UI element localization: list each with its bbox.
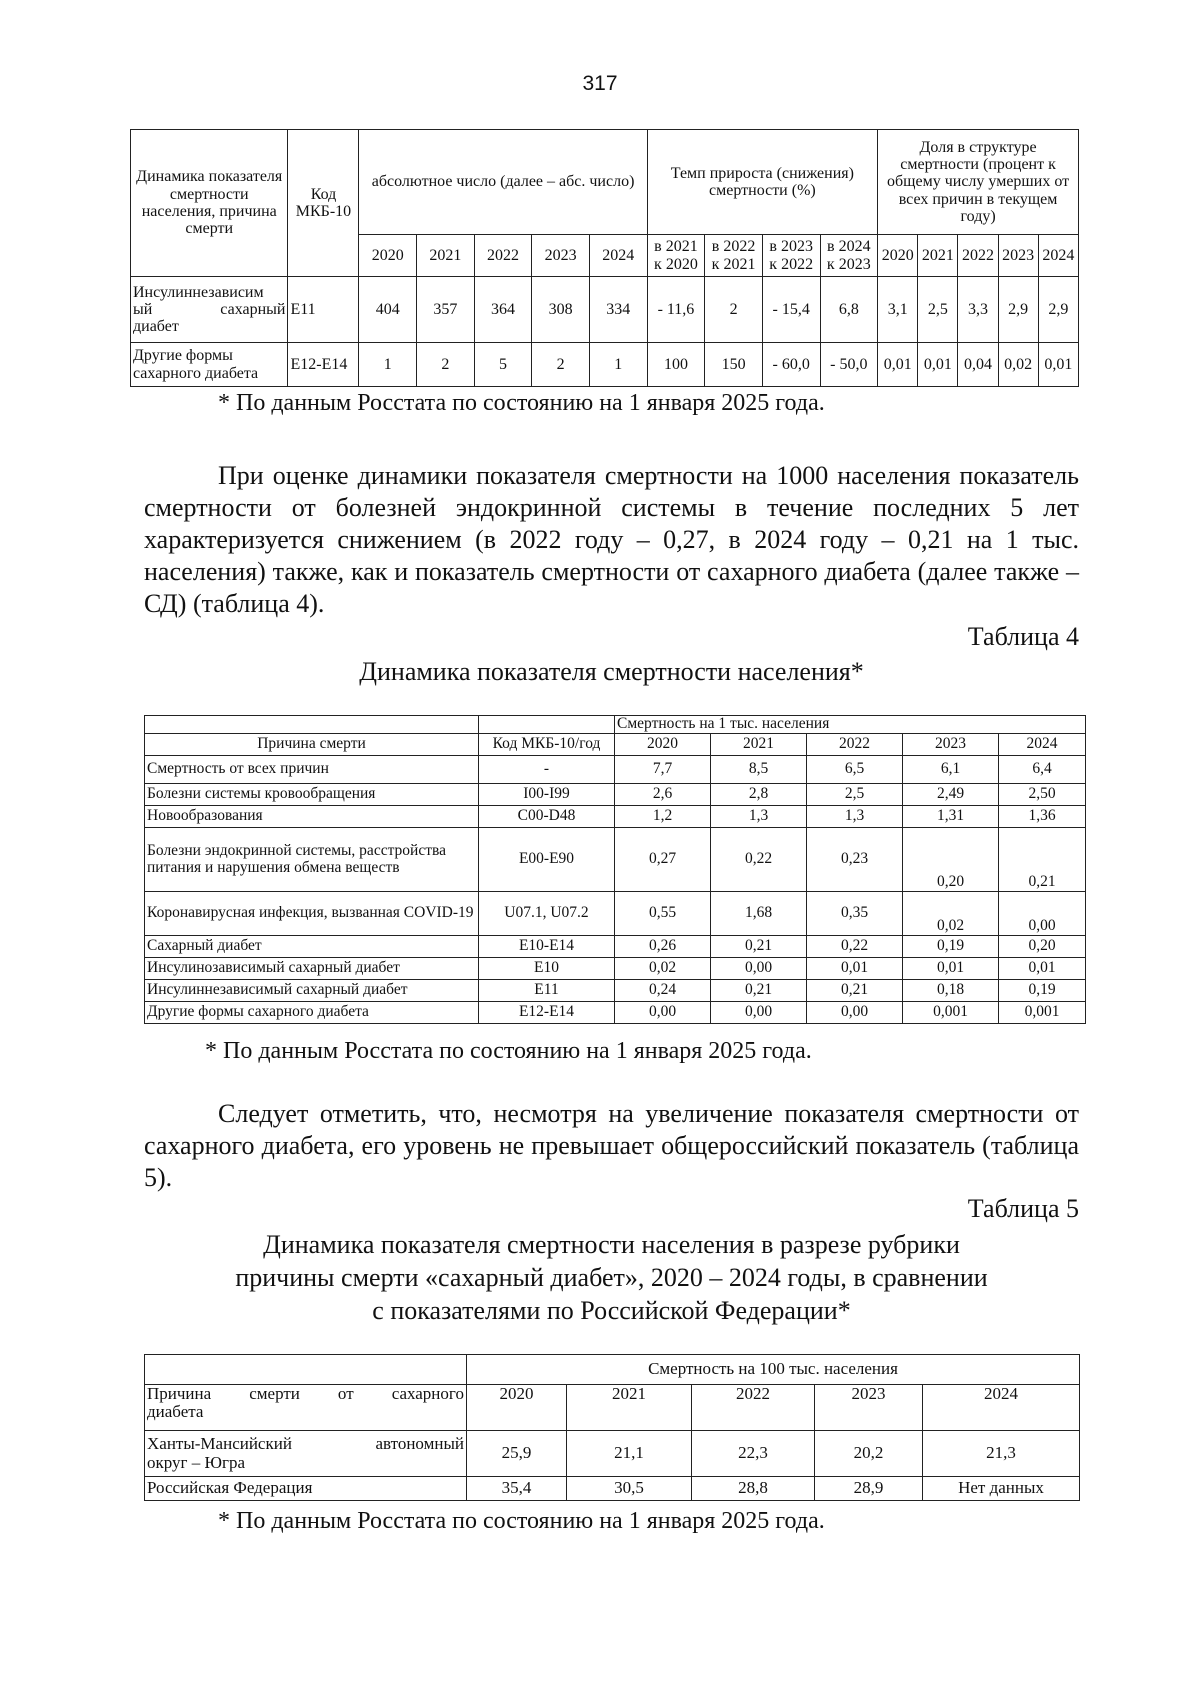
- row-cause: Инсулиннезависим ый сахарный диабет: [131, 277, 288, 343]
- table-cell: 0,19: [999, 980, 1086, 1002]
- table-cell: 0,01: [878, 343, 918, 387]
- header-cause: Причина смерти от сахарного диабета: [145, 1385, 467, 1431]
- table-cell: 0,22: [711, 828, 807, 892]
- table-cell: 0,27: [615, 828, 711, 892]
- row-cause: Инсулинозависимый сахарный диабет: [145, 958, 479, 980]
- table-cell: 0,01: [1038, 343, 1078, 387]
- table-cell: 0,21: [711, 980, 807, 1002]
- table-cell: 20,2: [815, 1431, 923, 1477]
- table-cell: 0,00: [807, 1002, 903, 1024]
- footnote: * По данным Росстата по состоянию на 1 января 2025 года.: [218, 1508, 825, 1534]
- row-cause: Болезни системы кровообращения: [145, 784, 479, 806]
- table-3-continued: [130, 129, 1079, 387]
- row-code: E10: [479, 958, 615, 980]
- table-cell: 404: [359, 277, 417, 343]
- year-header: 2020: [878, 235, 918, 277]
- table-cell: 1: [589, 343, 647, 387]
- row-cause: Болезни эндокринной системы, расстройства питания и нарушения обмена веществ: [145, 828, 479, 892]
- table-cell: 6,5: [807, 756, 903, 784]
- year-header: 2021: [567, 1385, 692, 1431]
- table-cell: 150: [705, 343, 763, 387]
- table-cell: 0,02: [615, 958, 711, 980]
- table-cell: 0,01: [999, 958, 1086, 980]
- year-header: 2020: [615, 734, 711, 756]
- table-cell: 2,50: [999, 784, 1086, 806]
- row-region: Российская Федерация: [145, 1477, 467, 1501]
- year-header: 2024: [1038, 235, 1078, 277]
- table-cell: 22,3: [692, 1431, 815, 1477]
- header-share: Доля в структуре смертности (процент к общему числу умерших от всех причин в текущем году): [878, 130, 1079, 235]
- year-header: 2021: [417, 235, 475, 277]
- table-cell: 30,5: [567, 1477, 692, 1501]
- table-cell: 1,36: [999, 806, 1086, 828]
- table-cell: 0,21: [807, 980, 903, 1002]
- table-cell: 334: [589, 277, 647, 343]
- table-cell: 0,001: [903, 1002, 999, 1024]
- table-cell: 2: [532, 343, 590, 387]
- table-cell: - 60,0: [762, 343, 820, 387]
- table-title: Динамика показателя смертности населения*: [359, 657, 864, 686]
- header-indicator: Динамика показателя смертности населения, причина смерти: [131, 130, 288, 277]
- table-cell: 2,9: [1038, 277, 1078, 343]
- period-header: в 2023 к 2022: [762, 235, 820, 277]
- year-header: 2022: [692, 1385, 815, 1431]
- year-header: 2020: [359, 235, 417, 277]
- header-code: Код МКБ-10: [288, 130, 359, 277]
- row-cause: Смертность от всех причин: [145, 756, 479, 784]
- year-header: 2023: [532, 235, 590, 277]
- table-cell: 0,20: [999, 936, 1086, 958]
- table-cell: 28,9: [815, 1477, 923, 1501]
- table-cell: 0,01: [807, 958, 903, 980]
- row-code: E11: [479, 980, 615, 1002]
- table-cell: 2,9: [998, 277, 1038, 343]
- year-header: 2023: [998, 235, 1038, 277]
- table-cell: 1,3: [807, 806, 903, 828]
- table-cell: 8,5: [711, 756, 807, 784]
- table-cell: 0,00: [615, 1002, 711, 1024]
- table-cell: 0,19: [903, 936, 999, 958]
- table-cell: 0,01: [903, 958, 999, 980]
- table-cell: 1: [359, 343, 417, 387]
- table-cell: 0,21: [711, 936, 807, 958]
- table-cell: - 11,6: [647, 277, 705, 343]
- table-cell: 3,1: [878, 277, 918, 343]
- table-cell: 3,3: [958, 277, 998, 343]
- table-cell: 21,3: [923, 1431, 1080, 1477]
- table-5: [144, 1354, 1080, 1501]
- table-4: [144, 715, 1086, 1024]
- period-header: в 2021 к 2020: [647, 235, 705, 277]
- year-header: 2022: [958, 235, 998, 277]
- footnote: * По данным Росстата по состоянию на 1 января 2025 года.: [218, 390, 825, 416]
- table-cell: 0,00: [711, 1002, 807, 1024]
- table-cell: 21,1: [567, 1431, 692, 1477]
- table-cell: Нет данных: [923, 1477, 1080, 1501]
- year-header: 2020: [467, 1385, 567, 1431]
- table-cell: 0,02: [903, 892, 999, 936]
- row-code: E11: [288, 277, 359, 343]
- table-cell: 2: [705, 277, 763, 343]
- row-code: E12-E14: [288, 343, 359, 387]
- year-header: 2021: [918, 235, 958, 277]
- table-cell: 6,4: [999, 756, 1086, 784]
- table-cell: 0,35: [807, 892, 903, 936]
- header-group: Смертность на 100 тыс. населения: [467, 1355, 1080, 1385]
- header-group: Смертность на 1 тыс. населения: [615, 716, 1086, 734]
- paragraph: Следует отметить, что, несмотря на увеличение показателя смертности от сахарного диабета, его уровень не превышает общероссийский показатель (таблица 5).: [144, 1099, 1079, 1192]
- row-region: Ханты-Мансийский автономный округ – Югра: [145, 1431, 467, 1477]
- table-cell: 0,55: [615, 892, 711, 936]
- table-label: Таблица 4: [967, 622, 1079, 651]
- table-cell: 1,68: [711, 892, 807, 936]
- row-cause: Сахарный диабет: [145, 936, 479, 958]
- year-header: 2023: [903, 734, 999, 756]
- year-header: 2024: [999, 734, 1086, 756]
- table-cell: 2,49: [903, 784, 999, 806]
- table-cell: 1,2: [615, 806, 711, 828]
- year-header: 2024: [589, 235, 647, 277]
- table-cell: 5: [474, 343, 532, 387]
- table-cell: 0,18: [903, 980, 999, 1002]
- row-code: I00-I99: [479, 784, 615, 806]
- row-cause: Другие формы сахарного диабета: [145, 1002, 479, 1024]
- table-cell: 2,8: [711, 784, 807, 806]
- row-cause: Другие формы сахарного диабета: [131, 343, 288, 387]
- row-code: E10-E14: [479, 936, 615, 958]
- table-cell: 28,8: [692, 1477, 815, 1501]
- year-header: 2022: [474, 235, 532, 277]
- table-cell: 6,8: [820, 277, 878, 343]
- year-header: 2022: [807, 734, 903, 756]
- table-cell: 0,20: [903, 828, 999, 892]
- header-code: Код МКБ-10/год: [479, 734, 615, 756]
- table-cell: 0,21: [999, 828, 1086, 892]
- table-cell: 100: [647, 343, 705, 387]
- table-title: Динамика показателя смертности населения в разрезе рубрики причины смерти «сахарный диабет», 2020 – 2024 годы, в сравнении с показателями по Российской Федерации*: [235, 1230, 988, 1325]
- table-cell: 0,23: [807, 828, 903, 892]
- table-cell: 0,01: [918, 343, 958, 387]
- table-cell: 1,31: [903, 806, 999, 828]
- table-cell: 0,00: [711, 958, 807, 980]
- table-cell: 0,001: [999, 1002, 1086, 1024]
- table-cell: 2,6: [615, 784, 711, 806]
- table-cell: 2,5: [918, 277, 958, 343]
- table-cell: - 15,4: [762, 277, 820, 343]
- table-cell: 1,3: [711, 806, 807, 828]
- paragraph: При оценке динамики показателя смертности на 1000 населения показатель смертности от болезней эндокринной системы в течение последних 5 лет характеризуется снижением (в 2022 году – 0,27, в 2024 году – 0,21 на 1 тыс. населения) также, как и показатель смертности от сахарного диабета (далее также – СД) (таблица 4).: [144, 461, 1079, 618]
- table-cell: 357: [417, 277, 475, 343]
- row-cause: Коронавирусная инфекция, вызванная COVID-19: [145, 892, 479, 936]
- table-cell: 0,22: [807, 936, 903, 958]
- row-code: E00-E90: [479, 828, 615, 892]
- table-cell: 0,04: [958, 343, 998, 387]
- row-code: E12-E14: [479, 1002, 615, 1024]
- row-code: C00-D48: [479, 806, 615, 828]
- period-header: в 2022 к 2021: [705, 235, 763, 277]
- table-cell: 0,02: [998, 343, 1038, 387]
- period-header: в 2024 к 2023: [820, 235, 878, 277]
- footnote: * По данным Росстата по состоянию на 1 января 2025 года.: [205, 1038, 812, 1064]
- year-header: 2024: [923, 1385, 1080, 1431]
- table-cell: 35,4: [467, 1477, 567, 1501]
- table-cell: 0,26: [615, 936, 711, 958]
- year-header: 2021: [711, 734, 807, 756]
- row-cause: Новообразования: [145, 806, 479, 828]
- header-growth: Темп прироста (снижения) смертности (%): [647, 130, 878, 235]
- table-label: Таблица 5: [967, 1194, 1079, 1223]
- page-number: 317: [582, 72, 618, 95]
- table-cell: 0,00: [999, 892, 1086, 936]
- table-cell: 2,5: [807, 784, 903, 806]
- header-cause: Причина смерти: [145, 734, 479, 756]
- table-cell: 0,24: [615, 980, 711, 1002]
- header-absolute: абсолютное число (далее – абс. число): [359, 130, 647, 235]
- table-cell: 7,7: [615, 756, 711, 784]
- row-code: U07.1, U07.2: [479, 892, 615, 936]
- table-cell: 364: [474, 277, 532, 343]
- table-cell: 308: [532, 277, 590, 343]
- table-cell: 6,1: [903, 756, 999, 784]
- table-cell: - 50,0: [820, 343, 878, 387]
- table-cell: 25,9: [467, 1431, 567, 1477]
- table-cell: 2: [417, 343, 475, 387]
- row-code: -: [479, 756, 615, 784]
- row-cause: Инсулиннезависимый сахарный диабет: [145, 980, 479, 1002]
- year-header: 2023: [815, 1385, 923, 1431]
